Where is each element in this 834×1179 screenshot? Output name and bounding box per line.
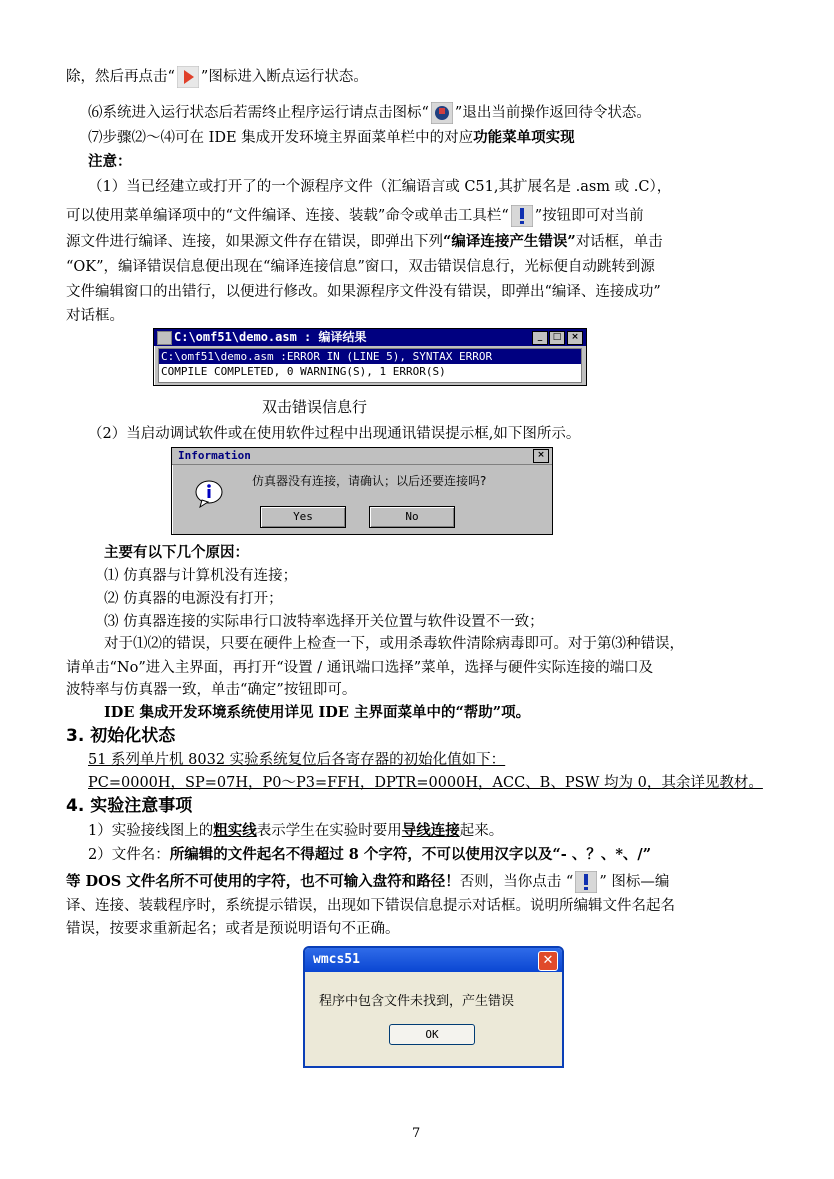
ok-button[interactable]: OK xyxy=(389,1024,475,1045)
app-icon xyxy=(157,331,172,345)
text: 可以使用菜单编译项中的“文件编译、连接、装载”命令或单击工具栏“ xyxy=(66,208,509,224)
dialog-title: Information xyxy=(178,449,251,462)
paragraph-line: 错误，按要求重新起名；或者是预说明语句不正确。 xyxy=(66,921,400,937)
text: ” 图标—编 xyxy=(599,874,670,890)
dialog-titlebar[interactable] xyxy=(172,448,552,465)
text: 2）文件名： xyxy=(88,847,170,863)
text: 否则，当你点击 “ xyxy=(459,874,574,890)
run-breakpoint-icon xyxy=(177,66,199,88)
compile-output-list xyxy=(158,348,582,383)
window-title: C:\omf51\demo.asm : 编译结果 xyxy=(174,330,367,344)
maximize-button[interactable]: □ xyxy=(549,331,565,345)
section-heading: 4. 实验注意事项 xyxy=(66,796,193,816)
paragraph-line xyxy=(66,232,663,252)
text: ⑺步骤⑵～⑷可在 IDE 集成开发环境主界面菜单栏中的对应 xyxy=(88,130,474,146)
paragraph-line xyxy=(88,821,503,841)
text: 粗实线 xyxy=(213,822,257,839)
paragraph-line: 译、连接、装载程序时，系统提示错误，出现如下错误信息提示对话框。说明所编辑文件名起名 xyxy=(66,898,675,914)
list-item: ⑴ 仿真器与计算机没有连接； xyxy=(104,568,298,584)
compile-icon xyxy=(575,871,597,893)
paragraph-line xyxy=(66,871,669,893)
paragraph-line: （2）当启动调试软件或在使用软件过程中出现通讯错误提示框,如下图所示。 xyxy=(88,426,581,442)
compile-result-window xyxy=(153,328,587,386)
page-number: 7 xyxy=(412,1126,421,1141)
paragraph-line: 文件编辑窗口的出错行，以便进行修改。如果源程序文件没有错误，即弹出“编译、连接成功” xyxy=(66,284,661,300)
paragraph-line: PC=0000H，SP=07H，P0～P3=FFH，DPTR=0000H，ACC、B、PSW 均为 0，其余详见教材。 xyxy=(88,775,763,791)
close-button[interactable]: × xyxy=(567,331,583,345)
section-heading: 3. 初始化状态 xyxy=(66,726,176,746)
window-titlebar[interactable] xyxy=(154,329,586,346)
error-dialog xyxy=(303,946,564,1068)
paragraph-line: 51 系列单片机 8032 实验系统复位后各寄存器的初始化值如下： xyxy=(88,752,506,768)
paragraph-line xyxy=(88,102,651,124)
stop-icon xyxy=(431,102,453,124)
text: 除，然后再点击“ xyxy=(66,69,175,85)
close-button[interactable]: ✕ xyxy=(538,951,558,971)
dialog-title: wmcs51 xyxy=(313,952,360,967)
close-button[interactable]: × xyxy=(533,449,549,463)
paragraph-line xyxy=(66,205,644,227)
text: 源文件进行编译、连接，如果源文件存在错误，即弹出下列 xyxy=(66,234,443,250)
paragraph-line xyxy=(88,845,651,865)
text: 功能菜单项实现 xyxy=(473,129,575,146)
list-item: ⑵ 仿真器的电源没有打开； xyxy=(104,591,283,607)
dialog-titlebar[interactable] xyxy=(305,948,562,972)
paragraph-line: IDE 集成开发环境系统使用详见 IDE 主界面菜单中的“帮助”项。 xyxy=(104,704,531,721)
text: 对话框，单击 xyxy=(575,234,663,250)
paragraph-line: 对话框。 xyxy=(66,308,124,324)
paragraph-line: 请单击“No”进入主界面，再打开“设置 / 通讯端口选择”菜单，选择与硬件实际连接的端口及 xyxy=(66,660,654,676)
text: ”按钮即可对当前 xyxy=(534,208,644,224)
text: “编译连接产生错误” xyxy=(443,233,576,250)
text: ”退出当前操作返回待令状态。 xyxy=(454,105,651,121)
text: 所编辑的文件起名不得超过 8 个字符，不可以使用汉字以及“- 、？、*、/” xyxy=(169,846,652,863)
minimize-button[interactable]: _ xyxy=(532,331,548,345)
text: 等 DOS 文件名所不可使用的字符，也不可输入盘符和路径！ xyxy=(66,873,460,890)
list-item: ⑶ 仿真器连接的实际串行口波特率选择开关位置与软件设置不一致； xyxy=(104,614,544,630)
error-row[interactable]: C:\omf51\demo.asm :ERROR IN (LINE 5), SYNTAX ERROR xyxy=(159,349,581,364)
summary-row[interactable]: COMPILE COMPLETED, 0 WARNING(S), 1 ERROR(S) xyxy=(161,365,446,378)
text: 1）实验接线图上的 xyxy=(88,823,214,839)
paragraph-line xyxy=(66,66,368,88)
yes-button[interactable]: Yes xyxy=(260,506,346,528)
paragraph-line: “OK”，编译错误信息便出现在“编译连接信息”窗口，双击错误信息行，光标便自动跳转到源 xyxy=(66,259,655,275)
paragraph-line: 对于⑴⑵的错误，只要在硬件上检查一下，或用杀毒软件清除病毒即可。对于第⑶种错误， xyxy=(104,636,684,652)
text: 导线连接 xyxy=(401,822,460,839)
paragraph-line xyxy=(88,128,575,148)
text: ”图标进入断点运行状态。 xyxy=(200,69,368,85)
figure-caption: 双击错误信息行 xyxy=(262,398,368,416)
paragraph-line: 波特率与仿真器一致，单击“确定”按钮即可。 xyxy=(66,682,357,698)
info-icon xyxy=(194,478,224,512)
dialog-message: 程序中包含文件未找到，产生错误 xyxy=(319,994,515,1009)
section-label: 主要有以下几个原因： xyxy=(104,544,249,561)
note-label: 注意： xyxy=(88,153,132,170)
text: 起来。 xyxy=(459,823,504,839)
dialog-message: 仿真器没有连接，请确认；以后还要连接吗? xyxy=(252,474,487,488)
information-dialog xyxy=(171,447,553,535)
paragraph-line: （1）当已经建立或打开了的一个源程序文件（汇编语言或 C51,其扩展名是 .asm 或 .C）， xyxy=(88,179,672,195)
no-button[interactable]: No xyxy=(369,506,455,528)
text: 表示学生在实验时要用 xyxy=(256,823,402,839)
text: ⑹系统进入运行状态后若需终止程序运行请点击图标“ xyxy=(88,105,429,121)
compile-icon xyxy=(511,205,533,227)
